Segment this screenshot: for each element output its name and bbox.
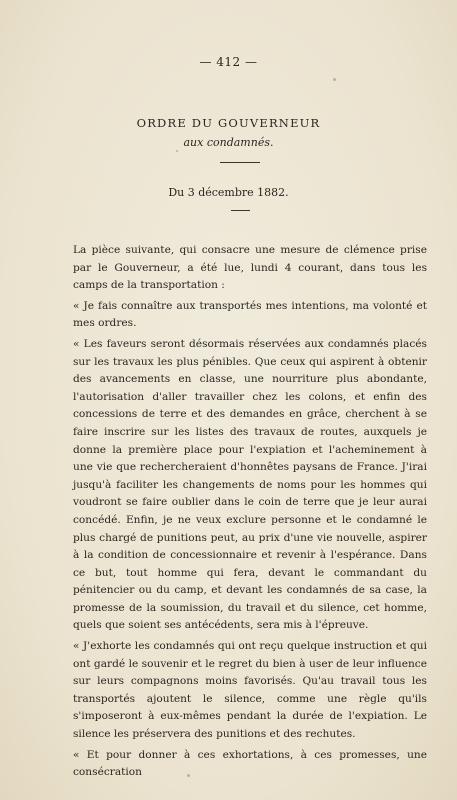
page-subtitle: aux condamnés. <box>183 136 274 149</box>
paragraph: « J'exhorte les condamnés qui ont reçu quelque instruction et qui ont gardé le souvenir et le regret du bien à user de leur influence sur leurs compagnons moins favorisés. Qu'au travail tous les transportés ajoutent le silence, comme une règle qu'ils s'imposeront à eux-mêmes pendant la durée de l'expiation. Le silence les préservera des punitions et des rechutes. <box>73 640 427 741</box>
paragraph: « Et pour donner à ces exhortations, à ces promesses, une consécration <box>73 748 427 779</box>
paper-speck <box>187 774 190 777</box>
paper-speck <box>176 150 178 152</box>
page-title: ORDRE DU GOUVERNEUR <box>136 116 321 130</box>
paragraph: « Je fais connaître aux transportés mes intentions, ma volonté et mes ordres. <box>73 299 427 330</box>
dateline: Du 3 décembre 1882. <box>168 186 289 199</box>
section-divider-short <box>231 210 250 211</box>
paragraph: « Les faveurs seront désormais réservées aux condamnés placés sur les travaux les plus pénibles. Que ceux qui aspirent à obtenir des avancements en classe, une nourriture plus abondante, l'autorisation d'aller travailler chez les colons, et enfin des concessions de terre et des demandes en grâce, cherchent à se faire inscrire sur les listes des travaux de routes, auxquels je donne la première place pour l'expiation et l'acheminement à une vie que rechercheraient d'honnêtes paysans de France. J'irai jusqu'à faciliter les changements de noms pour les hommes qui voudront se faire oublier dans le coin de terre que je leur aurai concédé. Enfin, je ne veux exclure personne et le condamné le plus chargé de punitions peut, au prix d'une vie nouvelle, aspirer à la condition de concessionnaire et revenir à l'espérance. Dans ce but, tout homme qui fera, devant le commandant du pénitencier ou du camp, et devant les condamnés de sa case, la promesse de la soumission, du travail et du silence, cet homme, quels que soient ses antécédents, sera mis à l'épreuve. <box>73 337 427 632</box>
page-number: — 412 — <box>199 55 258 69</box>
section-divider <box>220 162 260 163</box>
paragraph: La pièce suivante, qui consacre une mesure de clémence prise par le Gouverneur, a été lue, lundi 4 courant, dans tous les camps de la transportation : <box>73 244 427 292</box>
body-text <box>73 242 427 785</box>
paper-speck <box>333 78 336 81</box>
